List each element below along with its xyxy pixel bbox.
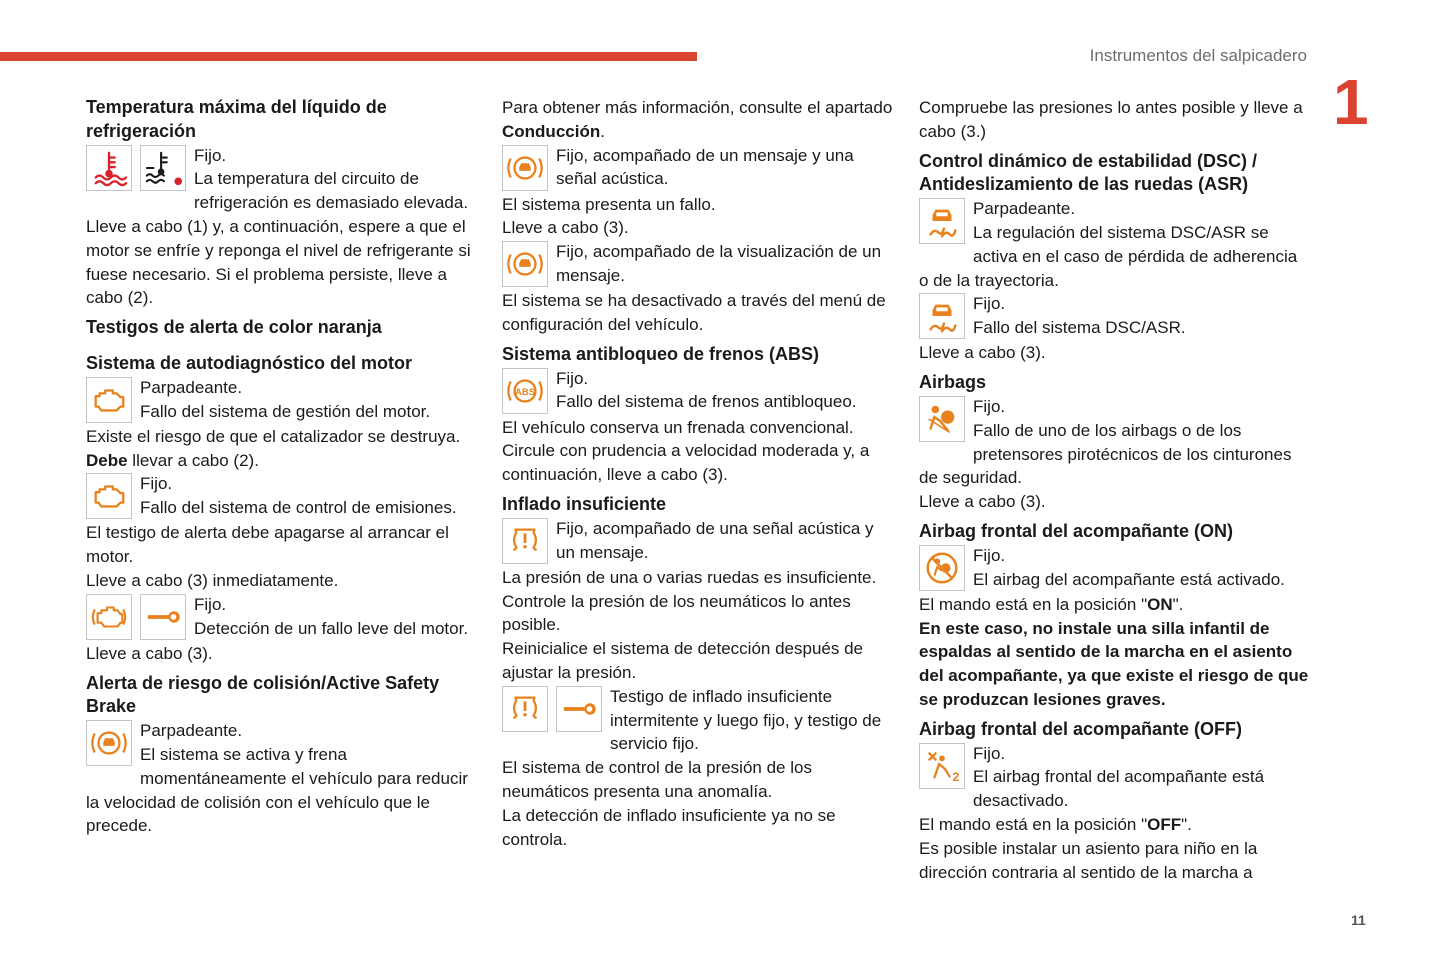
info-reference [502,96,894,144]
collision-state-2: Fijo, acompañado de la visualización de un mensaje. [556,242,882,285]
airbag-on-desc: El airbag del acompañante está activado. [973,569,1285,589]
engine-must [86,449,478,473]
collision-title: Alerta de riesgo de colisión/Active Safety Brake [86,672,440,717]
service-wrench-icon [140,594,186,640]
tyre-p2: Controle la presión de los neumáticos lo antes posible. [502,591,851,635]
tyre-p5: La detección de inflado insuficiente ya no se controla. [502,805,836,849]
dsc-state-1: Parpadeante. [973,199,1076,219]
column-3 [919,96,1311,884]
engine-title: Sistema de autodiagnóstico del motor [86,352,413,373]
engine-action-3: Lleve a cabo (3). [86,643,213,663]
engine-off-note: El testigo de alerta debe apagarse al arrancar el motor. [86,523,449,567]
airbag-off-desc: El airbag frontal del acompañante está desactivado. [973,767,1265,811]
dsc-desc-1: La regulación del sistema DSC/ASR se activa en el caso de pérdida de adherencia o de la trayectoria. [919,222,1298,290]
collision-alert-icon [86,720,132,766]
tyre-title: Inflado insuficiente [502,493,667,514]
engine-must-rest: llevar a cabo (2). [127,450,259,470]
airbag-off-position-pre: El mando está en la posición " [919,814,1148,834]
airbag-on-position-bold: ON [1147,594,1173,614]
abs-p2: Circule con prudencia a velocidad moderada y, a continuación, lleve a cabo (3). [502,441,870,485]
abs-icon [502,368,548,414]
info-reference-pre: Para obtener más información, consulte el apartado [502,98,893,117]
collision-deactivated-icon [502,241,548,287]
tyre-check: Compruebe las presiones lo antes posible y lleve a cabo (3.) [919,98,1303,141]
airbag-off-title: Airbag frontal del acompañante (OFF) [919,718,1243,739]
engine-state-1: Parpadeante. [140,377,243,397]
engine-check-icon [86,377,132,423]
dsc-action: Lleve a cabo (3). [919,343,1046,363]
engine-desc-3: Detección de un fallo leve del motor. [194,618,469,638]
collision-fault: El sistema presenta un fallo. [502,194,716,214]
engine-state-3: Fijo. [194,594,227,614]
abs-title: Sistema antibloqueo de frenos (ABS) [502,343,820,364]
info-reference-post: . [600,121,605,141]
collision-action-1: Lleve a cabo (3). [502,218,629,238]
tyre-pressure-icon-2 [502,686,548,732]
coolant-desc: La temperatura del circuito de refrigeración es demasiado elevada. [194,169,469,213]
engine-desc-1: Fallo del sistema de gestión del motor. [140,401,431,421]
dsc-asr-icon [919,198,965,244]
abs-desc: Fallo del sistema de frenos antibloqueo. [556,392,857,412]
service-wrench-icon-2 [556,686,602,732]
airbag-on-position-pre: El mando está en la posición " [919,594,1148,614]
svg-text:2: 2 [952,769,960,784]
coolant-state: Fijo. [194,145,227,165]
airbag-off-position [919,813,1311,837]
tyre-pressure-icon [502,518,548,564]
coolant-action: Lleve a cabo (1) y, a continuación, espere a que el motor se enfríe y reponga el nivel de refrigerante si fuese necesario. Si el problema persiste, lleve a cabo (2). [86,216,471,308]
tyre-state: Fijo, acompañado de una señal acústica y un mensaje. [556,518,874,562]
tyre-state-2: Testigo de inflado insuficiente intermitente y luego fijo, y testigo de servicio fijo. [610,686,882,754]
collision-deactivated: El sistema se ha desactivado a través del menú de configuración del vehículo. [502,291,886,334]
info-reference-bold: Conducción [502,121,601,141]
engine-risk: Existe el riesgo de que el catalizador se destruya. [86,426,461,446]
dsc-state-2: Fijo. [973,294,1006,314]
collision-desc: El sistema se activa y frena momentáneamente el vehículo para reducir la velocidad de colisión con el vehículo que le precede. [86,744,468,836]
airbag-off-state: Fijo. [973,743,1006,763]
abs-state: Fijo. [556,368,589,388]
airbag-on-title: Airbag frontal del acompañante (ON) [919,520,1234,541]
engine-action-2: Lleve a cabo (3) inmediatamente. [86,570,339,590]
airbags-title: Airbags [919,372,987,393]
tyre-p1: La presión de una o varias ruedas es insuficiente. [502,567,877,587]
airbags-desc: Fallo de uno de los airbags o de los pretensores pirotécnicos de los cinturones de seguridad. [919,420,1292,488]
airbag-on-position-post: ". [1172,594,1184,614]
airbag-off-possible: Es posible instalar un asiento para niño en la dirección contraria al sentido de la marcha a [919,838,1258,882]
collision-fault-icon [502,145,548,191]
engine-desc-2: Fallo del sistema de control de emisiones. [140,498,457,518]
airbag-fault-icon [919,396,965,442]
collision-state: Parpadeante. [140,721,243,741]
column-1 [86,96,478,838]
dsc-title: Control dinámico de estabilidad (DSC) / Antideslizamiento de las ruedas (ASR) [919,150,1258,195]
header-accent-bar [0,52,697,61]
airbag-off-position-bold: OFF [1147,814,1182,834]
airbags-state: Fijo. [973,396,1006,416]
orange-warnings-heading: Testigos de alerta de color naranja [86,317,382,338]
airbag-on-position [919,593,1311,617]
engine-state-2: Fijo. [140,474,173,494]
tyre-p4: El sistema de control de la presión de los neumáticos presenta una anomalía. [502,758,812,801]
airbags-action: Lleve a cabo (3). [919,492,1046,512]
airbag-on-state: Fijo. [973,545,1006,565]
coolant-temperature-icon [86,145,132,191]
airbag-off-position-post: ". [1181,814,1192,834]
collision-state-1: Fijo, acompañado de un mensaje y una señal acústica. [556,145,854,189]
engine-minor-fault-icon [86,594,132,640]
section-title: Instrumentos del salpicadero [1089,46,1307,65]
coolant-title: Temperatura máxima del líquido de refrigeración [86,97,387,141]
chapter-number: 1 [1333,66,1369,138]
dsc-desc-2: Fallo del sistema DSC/ASR. [973,318,1186,338]
svg-text:ABS: ABS [514,386,536,398]
tyre-p3: Reinicialice el sistema de detección después de ajustar la presión. [502,639,863,682]
coolant-level-icon [140,145,186,191]
passenger-airbag-on-icon [919,545,965,591]
engine-must-bold: Debe [86,450,128,470]
page-number: 11 [1351,912,1366,928]
engine-check-icon-2 [86,473,132,519]
passenger-airbag-off-icon [919,743,965,789]
abs-p1: El vehículo conserva un frenada convencional. [502,417,854,437]
dsc-asr-fault-icon [919,293,965,339]
airbag-on-warning: En este caso, no instale una silla infantil de espaldas al sentido de la marcha en el asiento del acompañante, ya que existe el riesgo de que se produzcan lesiones graves. [919,618,1309,709]
column-2 [502,96,894,851]
